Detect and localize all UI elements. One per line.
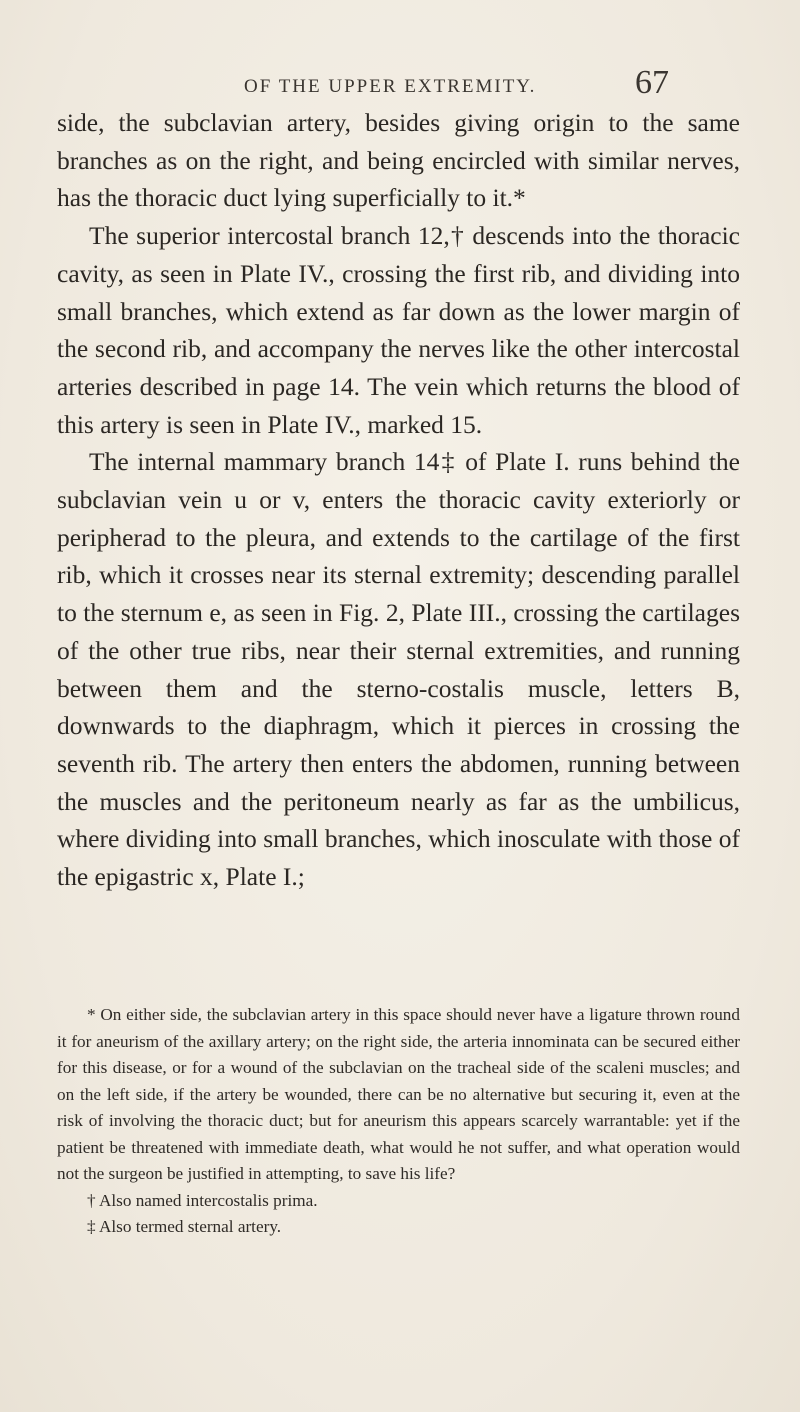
footnote-dagger: † Also named intercostalis prima. xyxy=(87,1190,318,1210)
footnote-asterisk: * On either side, the subclavian artery in this space should never have a ligature thrown round it for aneurism of the axillary artery; on the right side, the arteria innominata can be secured either for this disease, or for a wound of the subclavian on the tracheal side of the scaleni muscles; and on the left side, if the artery be wounded, there can be no alternative but securing it, even at the risk of involving the thoracic duct; but for aneurism this appears scarcely warrantable: yet if the patient be threatened with immediate death, what would he not suffer, and what operation would not the surgeon be justified in attempting, to save his life? xyxy=(57,1005,740,1183)
page-number: 67 xyxy=(635,64,669,101)
running-title: OF THE UPPER EXTREMITY. xyxy=(244,76,537,97)
body-text xyxy=(57,104,740,896)
paragraph-internal-mammary: The internal mammary branch 14‡ of Plate I. runs behind the subclavian vein u or v, enters the thoracic cavity exteriorly or peripherad to the pleura, and extends to the cartilage of the first rib, which it crosses near its sternal extremity; descending parallel to the sternum e, as seen in Fig. 2, Plate III., crossing the cartilages of the other true ribs, near their sternal extremities, and running between them and the sterno-costalis muscle, letters B, downwards to the diaphragm, which it pierces in crossing the seventh rib. The artery then enters the abdomen, running between the muscles and the peritoneum nearly as far as the umbilicus, where dividing into small branches, which inosculate with those of the epigastric x, Plate I.; xyxy=(57,447,740,892)
running-head xyxy=(0,62,800,102)
footnotes xyxy=(57,1002,740,1241)
paragraph-superior-intercostal: The superior intercostal branch 12,† descends into the thoracic cavity, as seen in Plate IV., crossing the first rib, and dividing into small branches, which extend as far down as the lower margin of the second rib, and accompany the nerves like the other intercostal arteries described in page 14. The vein which returns the blood of this artery is seen in Plate IV., marked 15. xyxy=(57,221,740,439)
footnote-double-dagger: ‡ Also termed sternal artery. xyxy=(87,1217,282,1236)
paragraph-continuation: side, the subclavian artery, besides giving origin to the same branches as on the right, and being encircled with similar nerves, has the thoracic duct lying superficially to it.* xyxy=(57,108,740,213)
